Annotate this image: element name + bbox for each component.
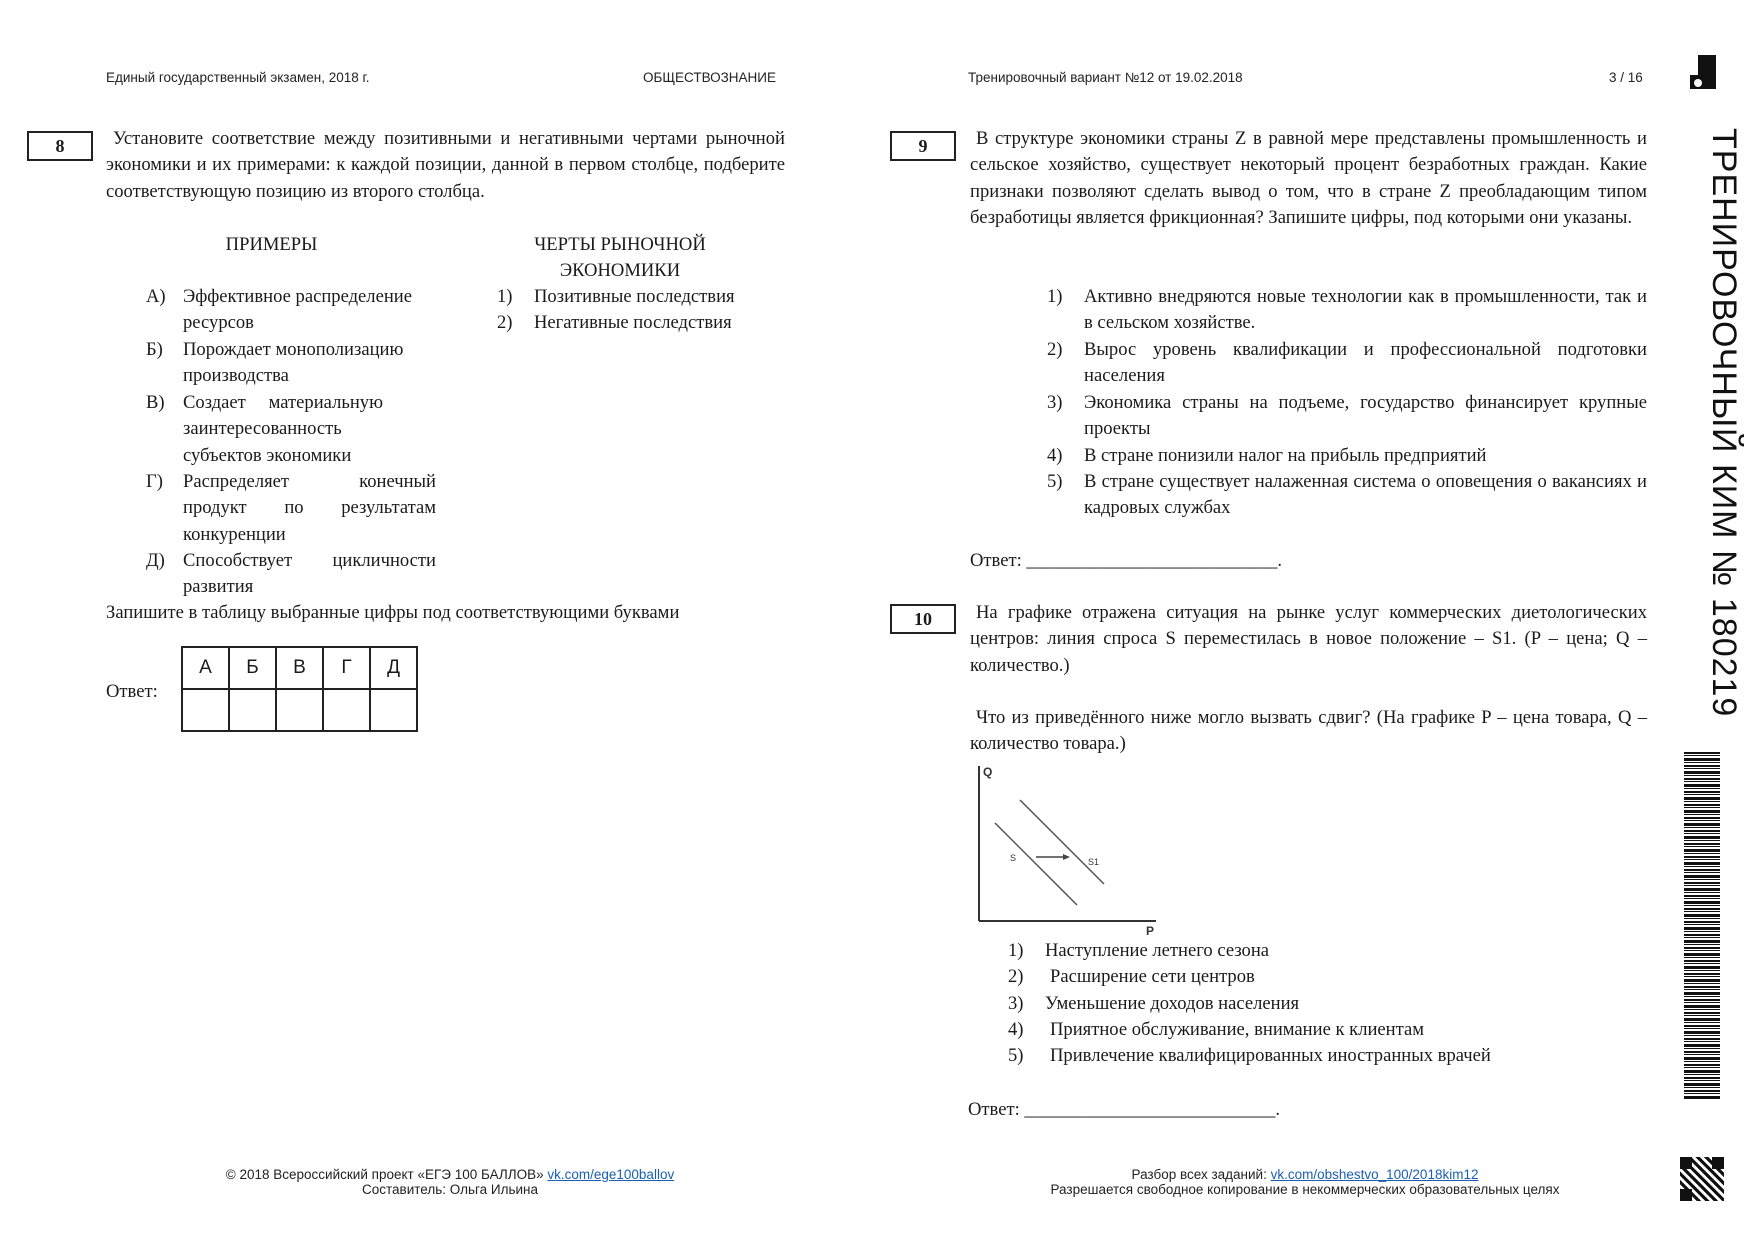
q9-option-4	[1047, 443, 1647, 470]
example-text: Порождает монополизацию производства	[183, 339, 404, 387]
example-text: Эффективное распределение ресурсов	[183, 286, 412, 334]
example-letter: Г)	[146, 471, 163, 492]
option-number: 1)	[1008, 940, 1024, 961]
feature-number: 1)	[497, 286, 513, 307]
option-number: 4)	[1008, 1019, 1024, 1040]
option-number: 3)	[1047, 392, 1063, 413]
option-text: В стране существует налаженная система о оповещения о вакансиях и кадровых службах	[1084, 471, 1647, 519]
feature-text: Позитивные последствия	[534, 286, 735, 307]
option-number: 5)	[1047, 471, 1063, 492]
option-number: 1)	[1047, 286, 1063, 307]
answer-table-letter: Б	[229, 647, 276, 689]
footer-copyright: © 2018 Всероссийский проект «ЕГЭ 100 БАЛЛОВ»	[225, 1167, 544, 1182]
question-9-text: В структуре экономики страны Z в равной мере представлены промышленность и сельское хозяйство, существует некоторый процент безработных граждан. Какие признаки позволяют сделать вывод о том, что в стране Z преобладающим типом безработицы является фрикционная? Запишите цифры, под которыми они указаны.	[970, 128, 1647, 229]
graph-curve-s1	[1020, 800, 1104, 884]
question-10-answer-line[interactable]: Ответ: ___________________________.	[968, 1099, 1281, 1120]
answer-table-header-row	[182, 647, 417, 689]
answer-cell-a[interactable]	[182, 689, 229, 731]
q10-option-3	[1008, 991, 1608, 1018]
footer-vk-link[interactable]: vk.com/ege100ballov	[547, 1167, 675, 1182]
example-a	[146, 284, 436, 338]
answer-table-letter: Г	[323, 647, 370, 689]
question-10-text: На графике отражена ситуация на рынке услуг коммерческих диетологических центров: линия спроса S переместилась в новое положение – S1. (P – цена; Q – количество.)	[970, 602, 1647, 676]
feature-text: Негативные последствия	[534, 312, 732, 333]
header-subject: ОБЩЕСТВОЗНАНИЕ	[643, 70, 776, 85]
example-b	[146, 337, 436, 391]
option-text: Расширение сети центров	[1050, 966, 1255, 987]
question-9-answer-line[interactable]: Ответ: ___________________________.	[970, 550, 1283, 571]
header-exam-title: Единый государственный экзамен, 2018 г.	[106, 70, 370, 85]
option-number: 2)	[1047, 339, 1063, 360]
graph-curve-s	[995, 823, 1077, 905]
corner-marker-icon	[1690, 55, 1716, 89]
graph-y-axis-label: Q	[983, 765, 993, 779]
graph-x-axis-label: P	[1146, 924, 1155, 938]
answer-table-letter: В	[276, 647, 323, 689]
option-text: Активно внедряются новые технологии как в промышленности, так и в сельском хозяйстве.	[1084, 286, 1647, 334]
answer-cell-b[interactable]	[229, 689, 276, 731]
answer-cell-v[interactable]	[276, 689, 323, 731]
example-g	[146, 469, 436, 549]
example-d	[146, 548, 436, 602]
footer-solutions-link[interactable]: vk.com/obshestvo_100/2018kim12	[1270, 1167, 1479, 1182]
side-label: ТРЕНИРОВОЧНЫЙ КИМ № 180219	[1705, 128, 1743, 718]
examples-header: ПРИМЕРЫ	[225, 234, 318, 255]
footer-left	[180, 1167, 720, 1197]
option-text: Экономика страны на подъеме, государство финансирует крупные проекты	[1084, 392, 1647, 440]
option-text: Вырос уровень квалификации и профессиональной подготовки населения	[1084, 339, 1647, 387]
q10-option-2	[1008, 964, 1608, 991]
q10-option-4	[1008, 1017, 1608, 1044]
option-number: 3)	[1008, 993, 1024, 1014]
example-letter: В)	[146, 392, 165, 413]
q10-option-5	[1008, 1043, 1608, 1070]
graph-arrowhead-icon	[1063, 854, 1070, 860]
barcode-icon	[1684, 752, 1720, 1100]
q9-option-3	[1047, 390, 1647, 444]
footer-license: Разрешается свободное копирование в некоммерческих образовательных целях	[1050, 1182, 1560, 1197]
answer-table-input-row	[182, 689, 417, 731]
option-text: Приятное обслуживание, внимание к клиентам	[1050, 1019, 1424, 1040]
option-text: Привлечение квалифицированных иностранных врачей	[1050, 1045, 1491, 1066]
feature-number: 2)	[497, 312, 513, 333]
feature-1	[497, 284, 787, 311]
answer-table	[181, 646, 418, 732]
side-label-container	[1695, 128, 1754, 718]
footer-copyright-line	[180, 1167, 720, 1182]
question-10-number: 10	[890, 604, 956, 634]
option-text: Уменьшение доходов населения	[1045, 993, 1300, 1014]
answer-table-letter: Д	[370, 647, 417, 689]
question-8-instruction: Запишите в таблицу выбранные цифры под соответствующими буквами	[106, 602, 680, 623]
option-number: 2)	[1008, 966, 1024, 987]
q9-option-2	[1047, 337, 1647, 391]
footer-solutions-line	[1000, 1167, 1610, 1182]
graph-curve-s1-label: S1	[1088, 857, 1100, 867]
example-v	[146, 390, 436, 470]
example-letter: Б)	[146, 339, 163, 360]
answer-cell-d[interactable]	[370, 689, 417, 731]
option-text: В стране понизили налог на прибыль предприятий	[1084, 445, 1487, 466]
answer-cell-g[interactable]	[323, 689, 370, 731]
question-8-number: 8	[27, 131, 93, 161]
question-10-prompt: Что из приведённого ниже могло вызвать сдвиг? (На графике P – цена товара, Q – количество товара.)	[970, 707, 1647, 755]
question-8-answer-label: Ответ:	[106, 681, 158, 702]
header-variant: Тренировочный вариант №12 от 19.02.2018	[968, 70, 1243, 85]
header-page-number: 3 / 16	[1609, 70, 1643, 85]
graph-curve-s-label: S	[1010, 853, 1017, 863]
features-header-line1: ЧЕРТЫ РЫНОЧНОЙ	[534, 234, 706, 255]
answer-table-letter: А	[182, 647, 229, 689]
features-header-line2: ЭКОНОМИКИ	[559, 260, 681, 281]
footer-solutions-label: Разбор всех заданий:	[1131, 1167, 1267, 1182]
example-text: Распределяет конечный продукт по результатам конкуренции	[183, 471, 436, 545]
q10-option-1	[1008, 938, 1608, 965]
q9-option-1	[1047, 284, 1647, 338]
footer-author: Составитель: Ольга Ильина	[361, 1182, 539, 1197]
example-text: Создает материальную заинтересованность субъектов экономики	[183, 392, 383, 466]
option-text: Наступление летнего сезона	[1045, 940, 1270, 961]
question-8-text: Установите соответствие между позитивными и негативными чертами рыночной экономики и их примерами: к каждой позиции, данной в первом столбце, подберите соответствующую позицию из второго столбца.	[106, 128, 785, 202]
q9-option-5	[1047, 469, 1647, 523]
feature-2	[497, 310, 787, 337]
supply-shift-graph	[970, 760, 1170, 940]
option-number: 5)	[1008, 1045, 1024, 1066]
question-9-number: 9	[890, 131, 956, 161]
option-number: 4)	[1047, 445, 1063, 466]
footer-right	[1000, 1167, 1610, 1197]
example-letter: А)	[146, 286, 166, 307]
example-letter: Д)	[146, 550, 165, 571]
qr-code-icon	[1680, 1157, 1724, 1201]
example-text: Способствует цикличности развития	[183, 550, 436, 598]
